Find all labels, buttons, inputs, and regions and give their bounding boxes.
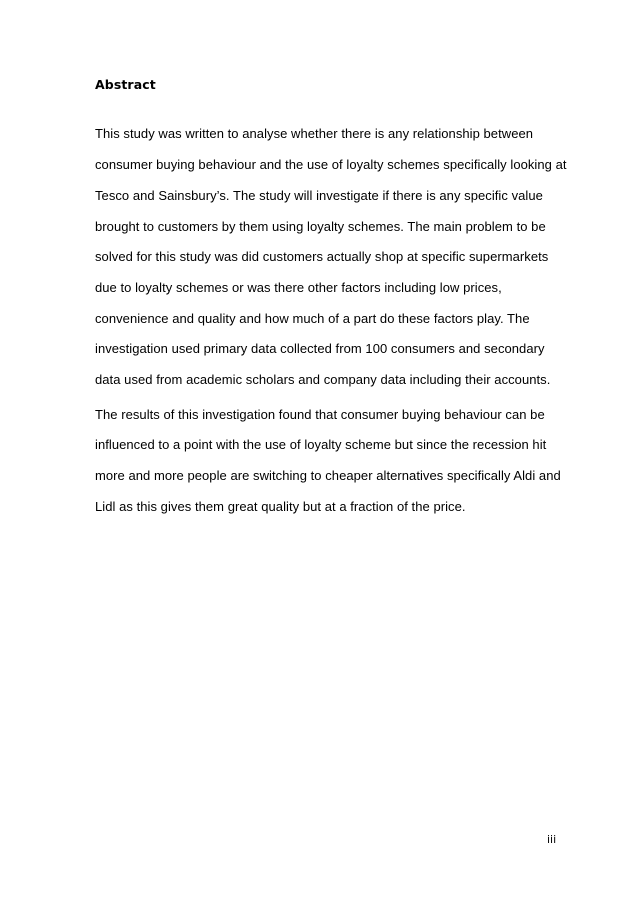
paragraph-line: investigation used primary data collected from 100 consumers and secondary bbox=[95, 341, 545, 356]
paragraph-line: influenced to a point with the use of loyalty scheme but since the recession hit bbox=[95, 437, 547, 452]
paragraph-line: solved for this study was did customers actually shop at specific supermarkets bbox=[95, 249, 549, 264]
abstract-heading: Abstract bbox=[95, 77, 156, 92]
paragraph-line: consumer buying behaviour and the use of loyalty schemes specifically looking at bbox=[95, 157, 567, 172]
paragraph-line: more and more people are switching to cheaper alternatives specifically Aldi and bbox=[95, 468, 561, 483]
paragraph-line: brought to customers by them using loyalty schemes. The main problem to be bbox=[95, 219, 546, 234]
paragraph-line: Lidl as this gives them great quality but at a fraction of the price. bbox=[95, 499, 466, 514]
paragraph-line: convenience and quality and how much of a part do these factors play. The bbox=[95, 311, 530, 326]
page-number: iii bbox=[547, 833, 557, 846]
paragraph-line: This study was written to analyse whether there is any relationship between bbox=[95, 126, 534, 141]
paragraph-line: Tesco and Sainsbury’s. The study will investigate if there is any specific value bbox=[95, 188, 543, 203]
paragraph-line: The results of this investigation found that consumer buying behaviour can be bbox=[95, 407, 545, 422]
paragraph-line: data used from academic scholars and company data including their accounts. bbox=[95, 372, 551, 387]
paragraph-line: due to loyalty schemes or was there other factors including low prices, bbox=[95, 280, 502, 295]
